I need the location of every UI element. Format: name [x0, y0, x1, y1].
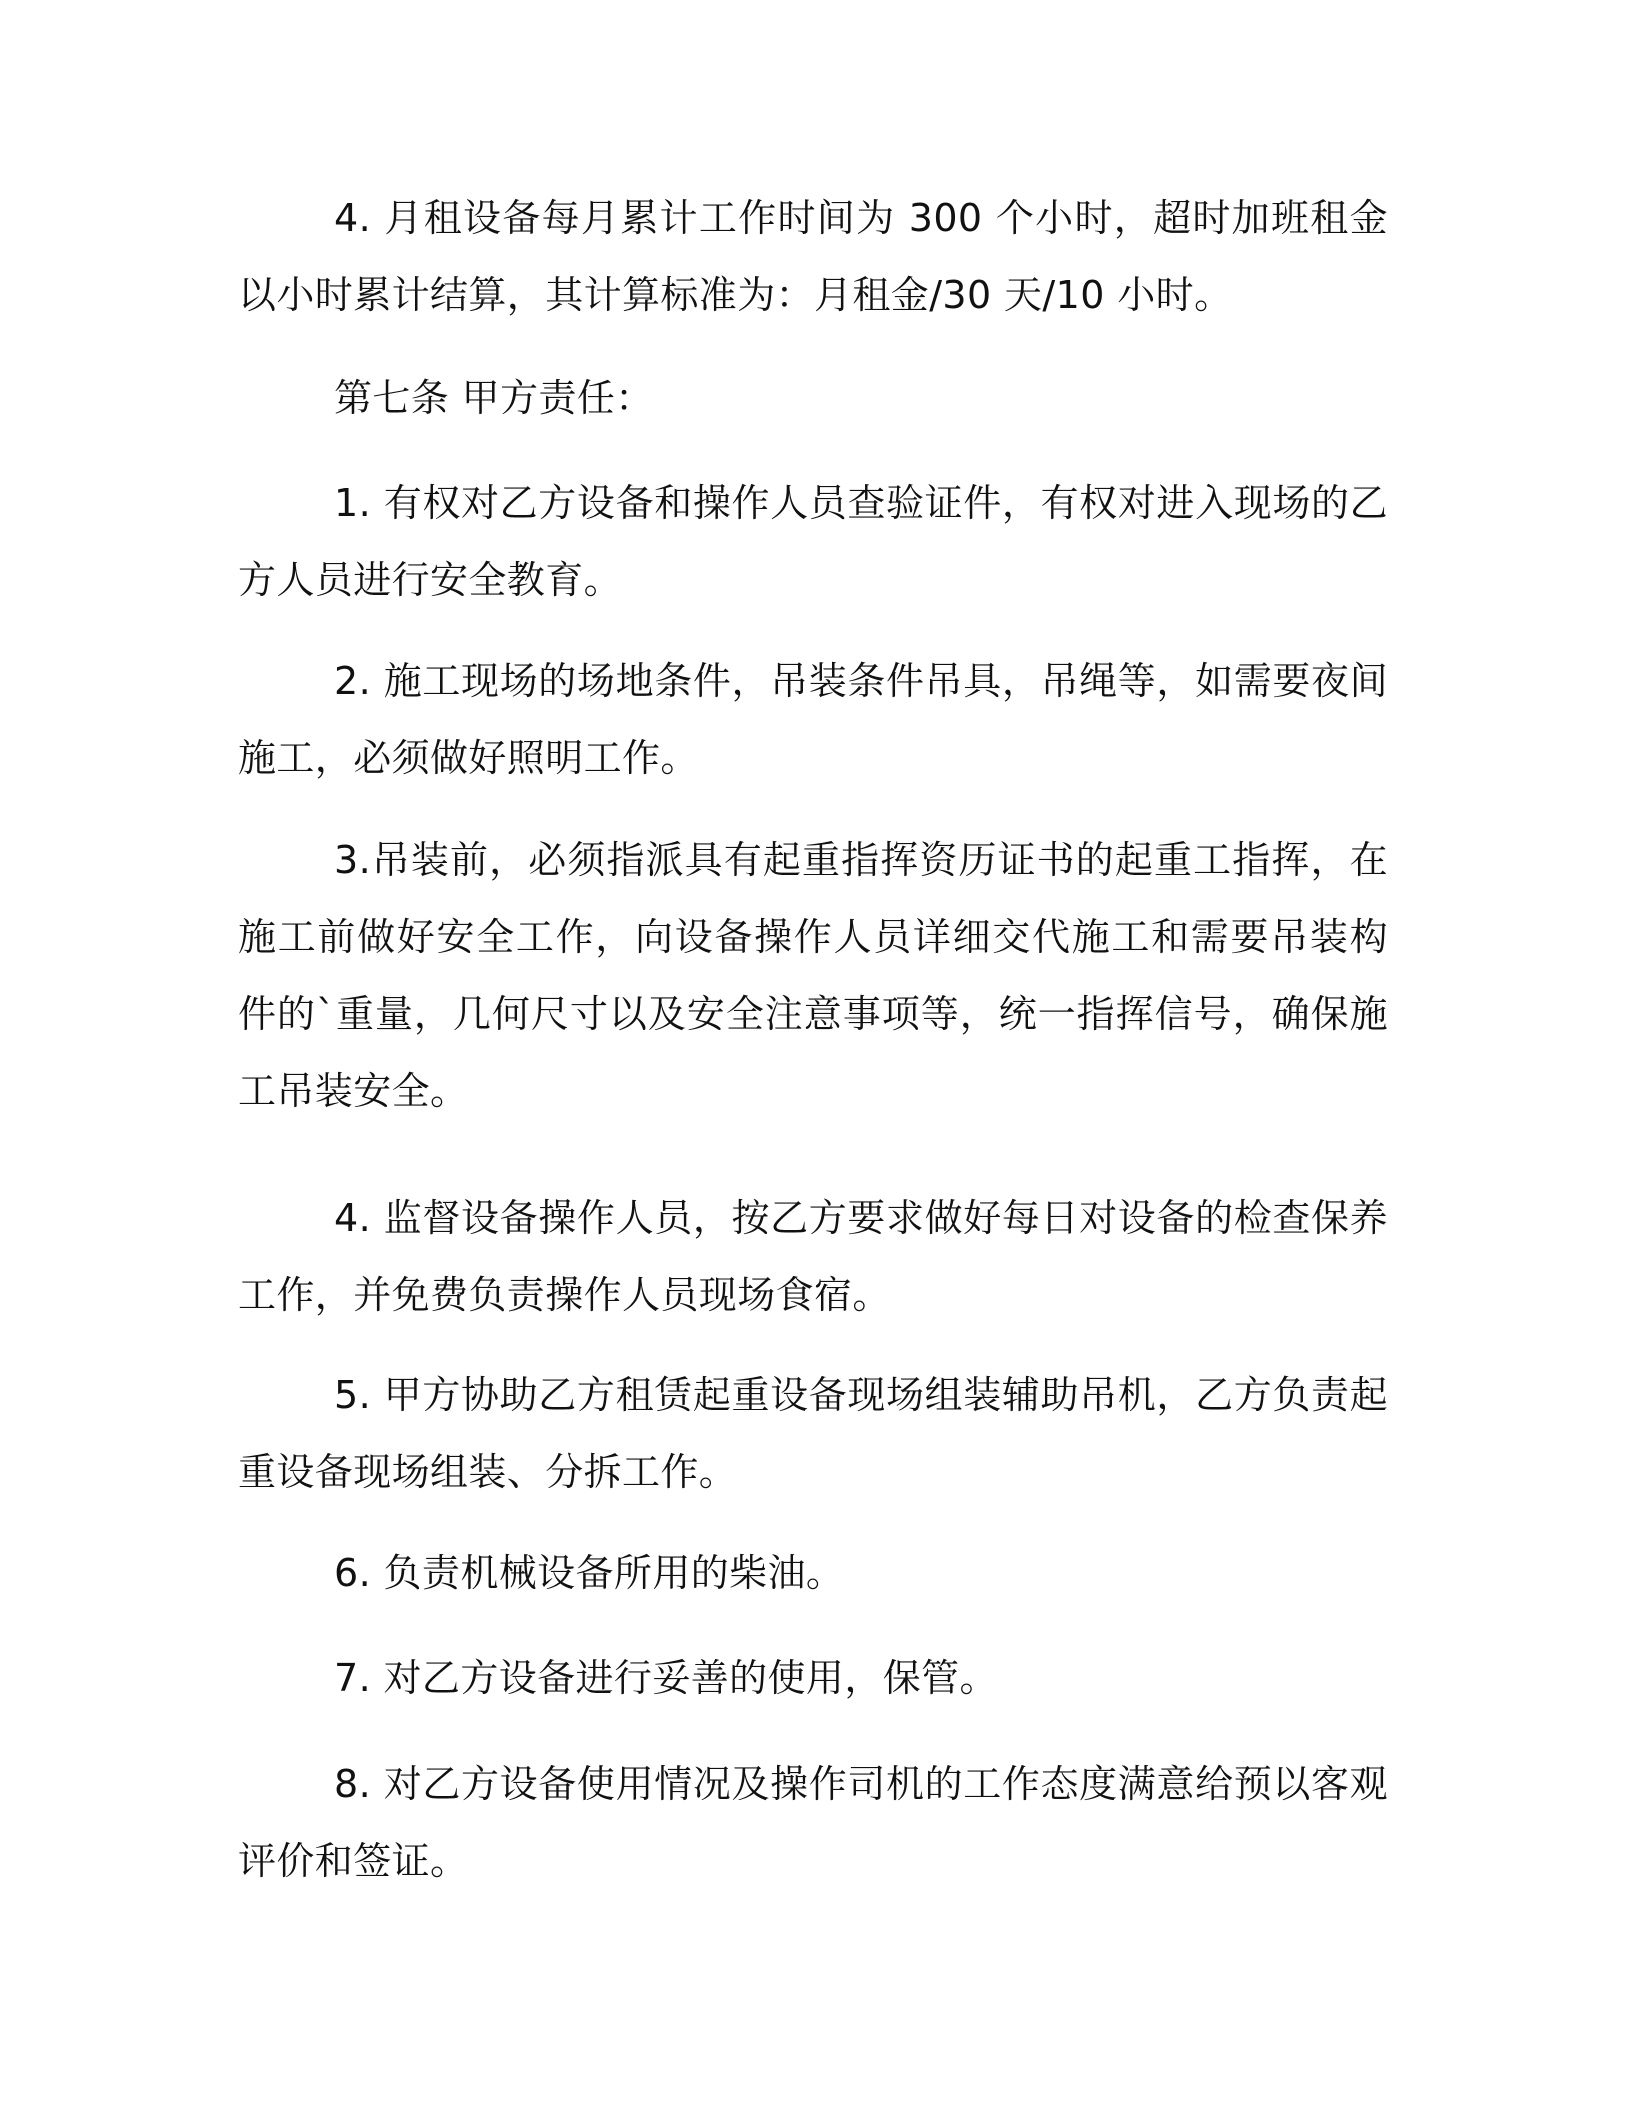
paragraph-item-7: 7. 对乙方设备进行妥善的使用，保管。	[334, 1656, 998, 1700]
paragraph-item-8: 8. 对乙方设备使用情况及操作司机的工作态度满意给预以客观评价和签证。	[238, 1762, 1388, 1883]
section-heading-article-7: 第七条 甲方责任：	[334, 376, 654, 420]
paragraph-item-2: 2. 施工现场的场地条件，吊装条件吊具，吊绳等，如需要夜间施工，必须做好照明工作。	[238, 659, 1388, 780]
paragraph-item-3: 3.吊装前，必须指派具有起重指挥资历证书的起重工指挥，在施工前做好安全工作，向设备操作人员详细交代施工和需要吊装构件的`重量，几何尺寸以及安全注意事项等，统一指挥信号，确保施工吊装安全。	[238, 838, 1388, 1113]
paragraph-item-1: 1. 有权对乙方设备和操作人员查验证件，有权对进入现场的乙方人员进行安全教育。	[238, 481, 1388, 602]
paragraph-item-6: 6. 负责机械设备所用的柴油。	[334, 1551, 845, 1595]
paragraph-item-5: 5. 甲方协助乙方租赁起重设备现场组装辅助吊机，乙方负责起重设备现场组装、分拆工作。	[238, 1373, 1388, 1494]
paragraph-monthly-hours: 4. 月租设备每月累计工作时间为 300 个小时，超时加班租金以小时累计结算，其计算标准为：月租金/30 天/10 小时。	[238, 196, 1388, 317]
paragraph-item-4: 4. 监督设备操作人员，按乙方要求做好每日对设备的检查保养工作，并免费负责操作人员现场食宿。	[238, 1196, 1388, 1317]
